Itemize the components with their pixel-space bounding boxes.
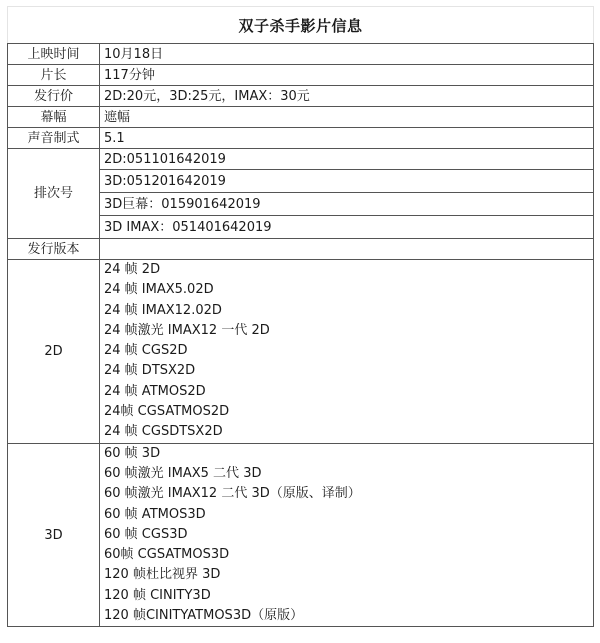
list-item: 24 帧激光 IMAX12 一代 2D bbox=[104, 322, 270, 338]
list-item: 60 帧 CGS3D bbox=[104, 526, 188, 542]
serial-value: 2D:051101642019 bbox=[100, 149, 594, 170]
versions-header-value bbox=[100, 239, 594, 260]
table-row-aspect bbox=[8, 107, 594, 128]
table-row-runtime bbox=[8, 65, 594, 86]
2d-version-list bbox=[100, 260, 594, 444]
table-row-3d-versions bbox=[8, 443, 594, 627]
audio-label: 声音制式 bbox=[8, 128, 100, 149]
serial-label: 排次号 bbox=[8, 149, 100, 239]
aspect-label: 幕幅 bbox=[8, 107, 100, 128]
serial-value: 3D IMAX：051401642019 bbox=[100, 216, 594, 239]
page-title: 双子杀手影片信息 bbox=[7, 6, 594, 43]
serial-value: 3D:051201642019 bbox=[100, 170, 594, 193]
serial-value: 3D巨幕：015901642019 bbox=[100, 193, 594, 216]
2d-label: 2D bbox=[8, 260, 100, 444]
list-item: 24 帧 CGSDTSX2D bbox=[104, 424, 223, 440]
list-item: 120 帧 CINITY3D bbox=[104, 587, 211, 603]
list-item: 60 帧激光 IMAX5 二代 3D bbox=[104, 465, 262, 481]
price-label: 发行价 bbox=[8, 86, 100, 107]
list-item: 60 帧 ATMOS3D bbox=[104, 506, 206, 522]
list-item: 120 帧CINITYATMOS3D（原版） bbox=[104, 608, 304, 624]
runtime-value: 117分钟 bbox=[100, 65, 594, 86]
release-date-label: 上映时间 bbox=[8, 44, 100, 65]
list-item: 24 帧 ATMOS2D bbox=[104, 383, 206, 399]
aspect-value: 遮幅 bbox=[100, 107, 594, 128]
list-item: 60 帧 3D bbox=[104, 445, 161, 461]
list-item: 24 帧 DTSX2D bbox=[104, 363, 196, 379]
runtime-label: 片长 bbox=[8, 65, 100, 86]
release-date-value: 10月18日 bbox=[100, 44, 594, 65]
list-item: 24 帧 2D bbox=[104, 262, 161, 277]
table-row-2d-versions bbox=[8, 260, 594, 444]
table-row-price bbox=[8, 86, 594, 107]
movie-info-table bbox=[7, 43, 594, 627]
table-row-audio bbox=[8, 128, 594, 149]
table-row-release-date bbox=[8, 44, 594, 65]
list-item: 24 帧 IMAX5.02D bbox=[104, 282, 214, 298]
price-value: 2D:20元，3D:25元，IMAX：30元 bbox=[100, 86, 594, 107]
list-item: 24 帧 IMAX12.02D bbox=[104, 302, 222, 318]
3d-label: 3D bbox=[8, 443, 100, 627]
list-item: 60帧 CGSATMOS3D bbox=[104, 547, 230, 563]
list-item: 60 帧激光 IMAX12 二代 3D（原版、译制） bbox=[104, 486, 361, 502]
3d-version-list bbox=[100, 443, 594, 627]
table-row-versions-header bbox=[8, 239, 594, 260]
list-item: 24帧 CGSATMOS2D bbox=[104, 404, 230, 420]
table-row-serial bbox=[8, 149, 594, 170]
audio-value: 5.1 bbox=[100, 128, 594, 149]
list-item: 120 帧杜比视界 3D bbox=[104, 567, 221, 583]
list-item: 24 帧 CGS2D bbox=[104, 343, 188, 359]
versions-header-label: 发行版本 bbox=[8, 239, 100, 260]
